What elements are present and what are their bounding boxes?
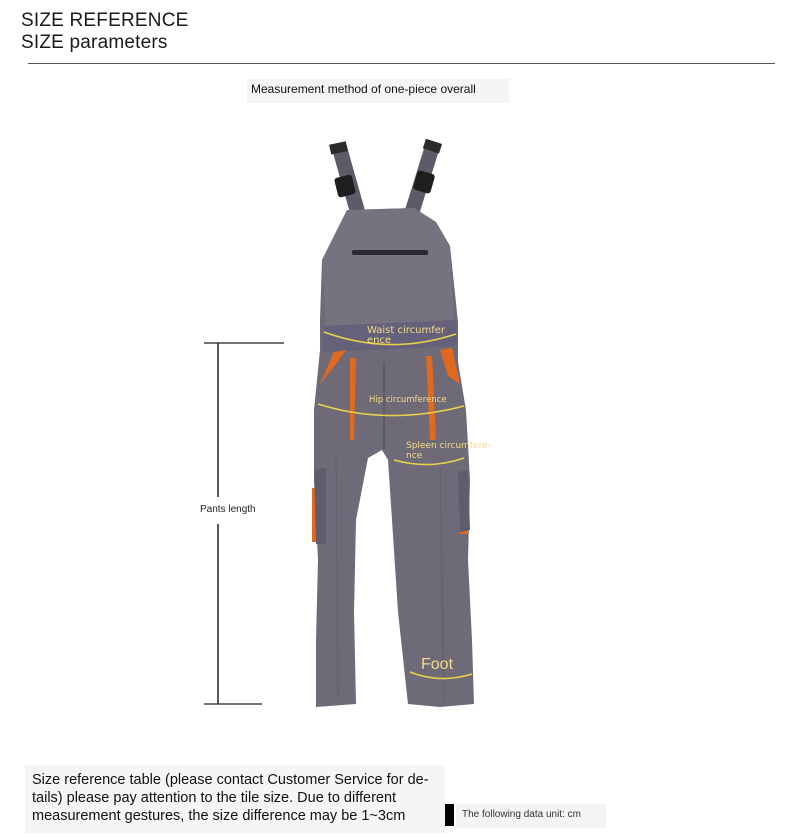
left-leg-pocket — [314, 468, 326, 544]
figure-title: Measurement method of one-piece overall — [251, 82, 476, 96]
header-size-parameters: SIZE parameters — [21, 32, 168, 53]
pants-length-label: Pants length — [200, 504, 256, 515]
spleen-label-line2: nce — [406, 451, 423, 461]
waist-label-line2: ence — [367, 335, 392, 346]
right-leg-pocket — [458, 470, 470, 532]
unit-label: The following data unit: cm — [462, 809, 581, 820]
size-note: Size reference table (please contact Customer Service for de-tails) please pay attention to the tile size. Due to different measurement gestures, the size difference may be 1~3cm — [32, 772, 429, 824]
chest-zipper — [352, 250, 428, 255]
foot-label: Foot — [421, 656, 454, 673]
spleen-label-line1: Spleen circumfere- — [406, 441, 491, 451]
bib — [322, 208, 454, 328]
header-size-reference: SIZE REFERENCE — [21, 10, 189, 31]
waist-label-line1: Waist circumfer — [367, 325, 445, 336]
unit-marker — [445, 804, 454, 826]
hip-label: Hip circumference — [369, 395, 447, 405]
